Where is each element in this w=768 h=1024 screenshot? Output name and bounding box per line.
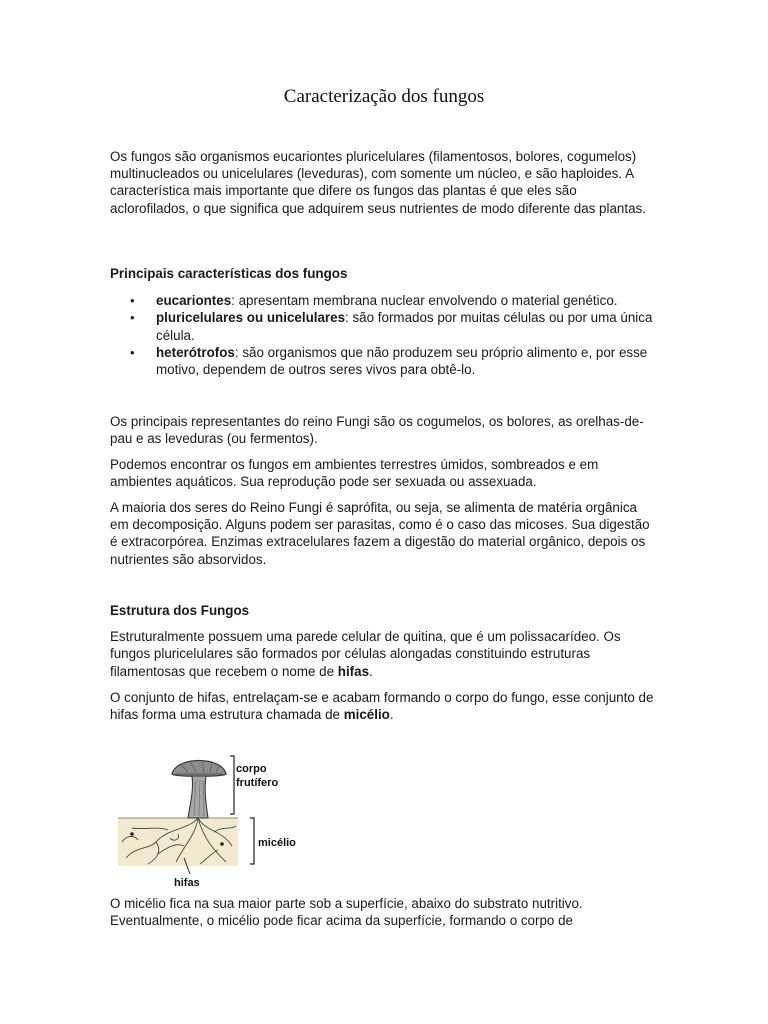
- characteristics-section: [110, 265, 658, 378]
- structure-section: [110, 602, 658, 723]
- spore-dot: [220, 842, 224, 846]
- characteristics-heading: Principais características dos fungos: [110, 266, 348, 281]
- bullet-icon: •: [130, 310, 135, 326]
- list-item: [110, 309, 658, 343]
- list-item: [110, 344, 658, 378]
- document-title: Caracterização dos fungos: [283, 86, 485, 107]
- label-hifas: hifas: [174, 877, 200, 889]
- body-text: A maioria dos seres do Reino Fungi é saprófita, ou seja, se alimenta de matéria orgânica em decomposição. Alguns podem ser parasitas, como é o caso das micoses. Sua digestão é extracorpórea. Enzimas extracelulares fazem a digestão do material orgânico, depois os nutrientes são absorvidos.: [110, 500, 650, 567]
- body-bracket: [230, 756, 234, 814]
- habitat-paragraph: [110, 456, 658, 490]
- bullet-term: eucariontes: [156, 293, 232, 309]
- structure-paragraph-2: [110, 689, 658, 723]
- structure-paragraph-1: [110, 628, 658, 680]
- closing-paragraph: [110, 895, 658, 929]
- list-item: [110, 292, 658, 309]
- intro-paragraph: [110, 148, 658, 217]
- spore-dot: [130, 832, 134, 836]
- body-text: O micélio fica na sua maior parte sob a superfície, abaixo do substrato nutritivo. Eventualmente, o micélio pode ficar acima da superfície, formando o corpo de: [110, 896, 583, 929]
- structure-heading: Estrutura dos Fungos: [110, 603, 250, 618]
- bullet-text: : são formados por muitas células ou por uma única célula.: [156, 310, 653, 343]
- label-corpo: corpo: [236, 763, 267, 775]
- body-text: Podemos encontrar os fungos em ambientes terrestres úmidos, sombreados e em ambientes aquáticos. Sua reprodução pode ser sexuada ou assexuada.: [110, 457, 599, 490]
- body-text: .: [389, 707, 394, 723]
- hyphae-term: hifas: [337, 663, 370, 679]
- fungus-diagram: [118, 750, 308, 890]
- body-text: O conjunto de hifas, entrelaçam-se e acabam formando o corpo do fungo, esse conjunto de hifas forma uma estrutura chamada de: [110, 689, 654, 723]
- body-text: Os principais representantes do reino Fungi são os cogumelos, os bolores, as orelhas-de-pau e as leveduras (ou fermentos).: [110, 414, 644, 447]
- intro-text: Os fungos são organismos eucariontes pluricelulares (filamentosos, bolores, cogumelos) multinucleados ou unicelulares (leveduras), com somente um núcleo, e são haploides. A característica mais importante que difere os fungos das plantas é que eles são aclorofilados, o que significa que adquirem seus nutrientes de modo diferente das plantas.: [110, 149, 646, 216]
- bullet-text: : são organismos que não produzem seu próprio alimento e, por esse motivo, dependem de outros seres vivos para obtê-lo.: [156, 344, 648, 378]
- nutrition-paragraph: [110, 499, 658, 568]
- bullet-term: heterótrofos: [156, 344, 235, 360]
- fungus-structure-figure: [118, 750, 308, 890]
- bullet-term: pluricelulares ou unicelulares: [156, 310, 346, 326]
- bullet-icon: •: [130, 344, 135, 360]
- mycelium-term: micélio: [343, 707, 390, 723]
- label-frutifero: frutífero: [236, 777, 279, 789]
- label-micelio: micélio: [258, 837, 296, 849]
- body-text: Estruturalmente possuem uma parede celular de quitina, que é um polissacarídeo. Os fungos pluricelulares são formados por células alongadas constituindo estruturas filamentosas que recebem o nome de: [110, 629, 621, 679]
- mycelium-bracket: [250, 818, 254, 864]
- bullet-icon: •: [130, 293, 135, 309]
- representatives-paragraph: [110, 413, 658, 447]
- body-text: .: [369, 663, 373, 679]
- bullet-text: : apresentam membrana nuclear envolvendo o material genético.: [231, 293, 618, 309]
- mushroom-stem: [188, 776, 208, 818]
- characteristics-list: [110, 292, 658, 378]
